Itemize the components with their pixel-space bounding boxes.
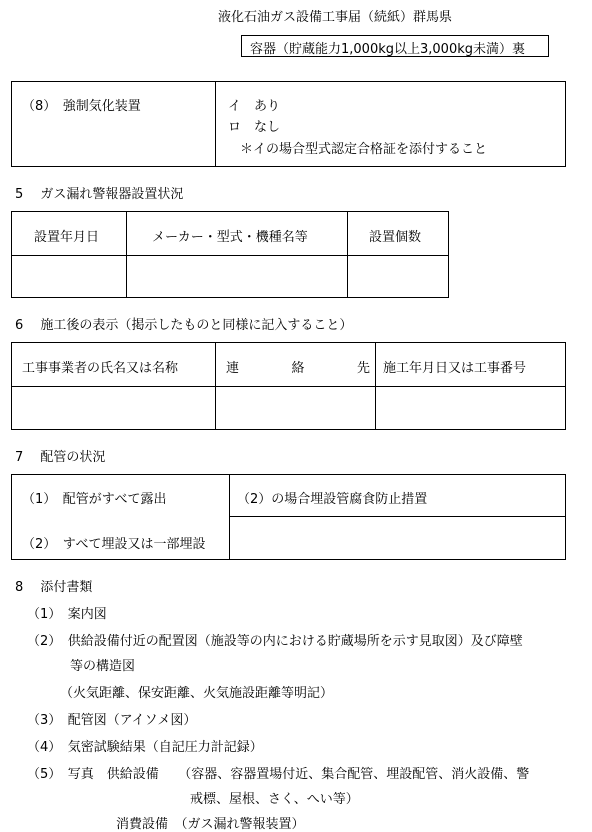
piping-option-exposed[interactable]: （1） 配管がすべて露出 [22, 492, 167, 507]
piping-option-buried[interactable]: （2） すべて埋設又は一部埋設 [22, 537, 206, 552]
doc-item-2: （2） 供給設備付近の配置図（施設等の内における貯蔵場所を示す見取図）及び障壁 [27, 634, 523, 649]
alarm-input-count[interactable] [348, 256, 448, 297]
document-subtitle: 容器（貯蔵能力1,000kg以上3,000kg未満）裏 [250, 42, 525, 57]
doc-item-5: （5） 写真 供給設備 （容器、容器置場付近、集合配管、埋設配管、消火設備、警 [27, 767, 530, 782]
section7-heading: 7 配管の状況 [15, 450, 106, 465]
vaporizer-note: ＊イの場合型式認定合格証を添付すること [240, 142, 488, 157]
display-col-contractor: 工事事業者の氏名又は名称 [22, 361, 179, 376]
piping-input-corrosion[interactable] [230, 517, 565, 559]
alarm-col-maker-model: メーカー・型式・機種名等 [152, 230, 308, 245]
doc-item-4: （4） 気密試験結果（自記圧力計記録） [27, 740, 263, 755]
doc-item-2-note: （火気距離、保安距離、火気施設距離等明記） [60, 686, 334, 701]
doc-item-1: （1） 案内図 [27, 607, 107, 622]
display-input-contractor[interactable] [12, 387, 215, 429]
vaporizer-divider [215, 81, 216, 167]
contact-char-3: 先 [356, 361, 370, 376]
section8-heading: 8 添付書類 [15, 580, 93, 595]
vaporizer-option-no[interactable]: ロ なし [228, 120, 281, 135]
display-col-date-or-number: 施工年月日又は工事番号 [383, 361, 527, 376]
section5-heading: 5 ガス漏れ警報器設置状況 [15, 187, 184, 202]
display-input-date-or-number[interactable] [376, 387, 565, 429]
alarm-col-count: 設置個数 [369, 230, 422, 245]
document-subtitle-box [241, 35, 549, 57]
display-col-contact [226, 357, 370, 376]
vaporizer-label: （8） 強制気化装置 [22, 99, 141, 114]
document-title: 液化石油ガス設備工事届（続紙）群馬県 [218, 10, 453, 25]
vaporizer-option-yes[interactable]: イ あり [228, 99, 281, 114]
alarm-input-install-date[interactable] [12, 256, 126, 297]
contact-char-2: 絡 [291, 361, 305, 376]
alarm-input-maker-model[interactable] [127, 256, 347, 297]
doc-item-2-continued: 等の構造図 [70, 659, 136, 674]
section6-heading: 6 施工後の表示（掲示したものと同様に記入すること） [15, 318, 353, 333]
display-input-contact[interactable] [216, 387, 375, 429]
contact-char-1: 連 [226, 361, 240, 376]
doc-item-3: （3） 配管図（アイソメ図） [27, 713, 197, 728]
doc-item-5-consumer: 消費設備 （ガス漏れ警報装置） [116, 817, 305, 832]
alarm-col-install-date: 設置年月日 [34, 230, 100, 245]
doc-item-5-continued: 戒標、屋根、さく、へい等） [190, 792, 359, 807]
piping-corrosion-label: （2）の場合埋設管腐食防止措置 [237, 492, 428, 507]
